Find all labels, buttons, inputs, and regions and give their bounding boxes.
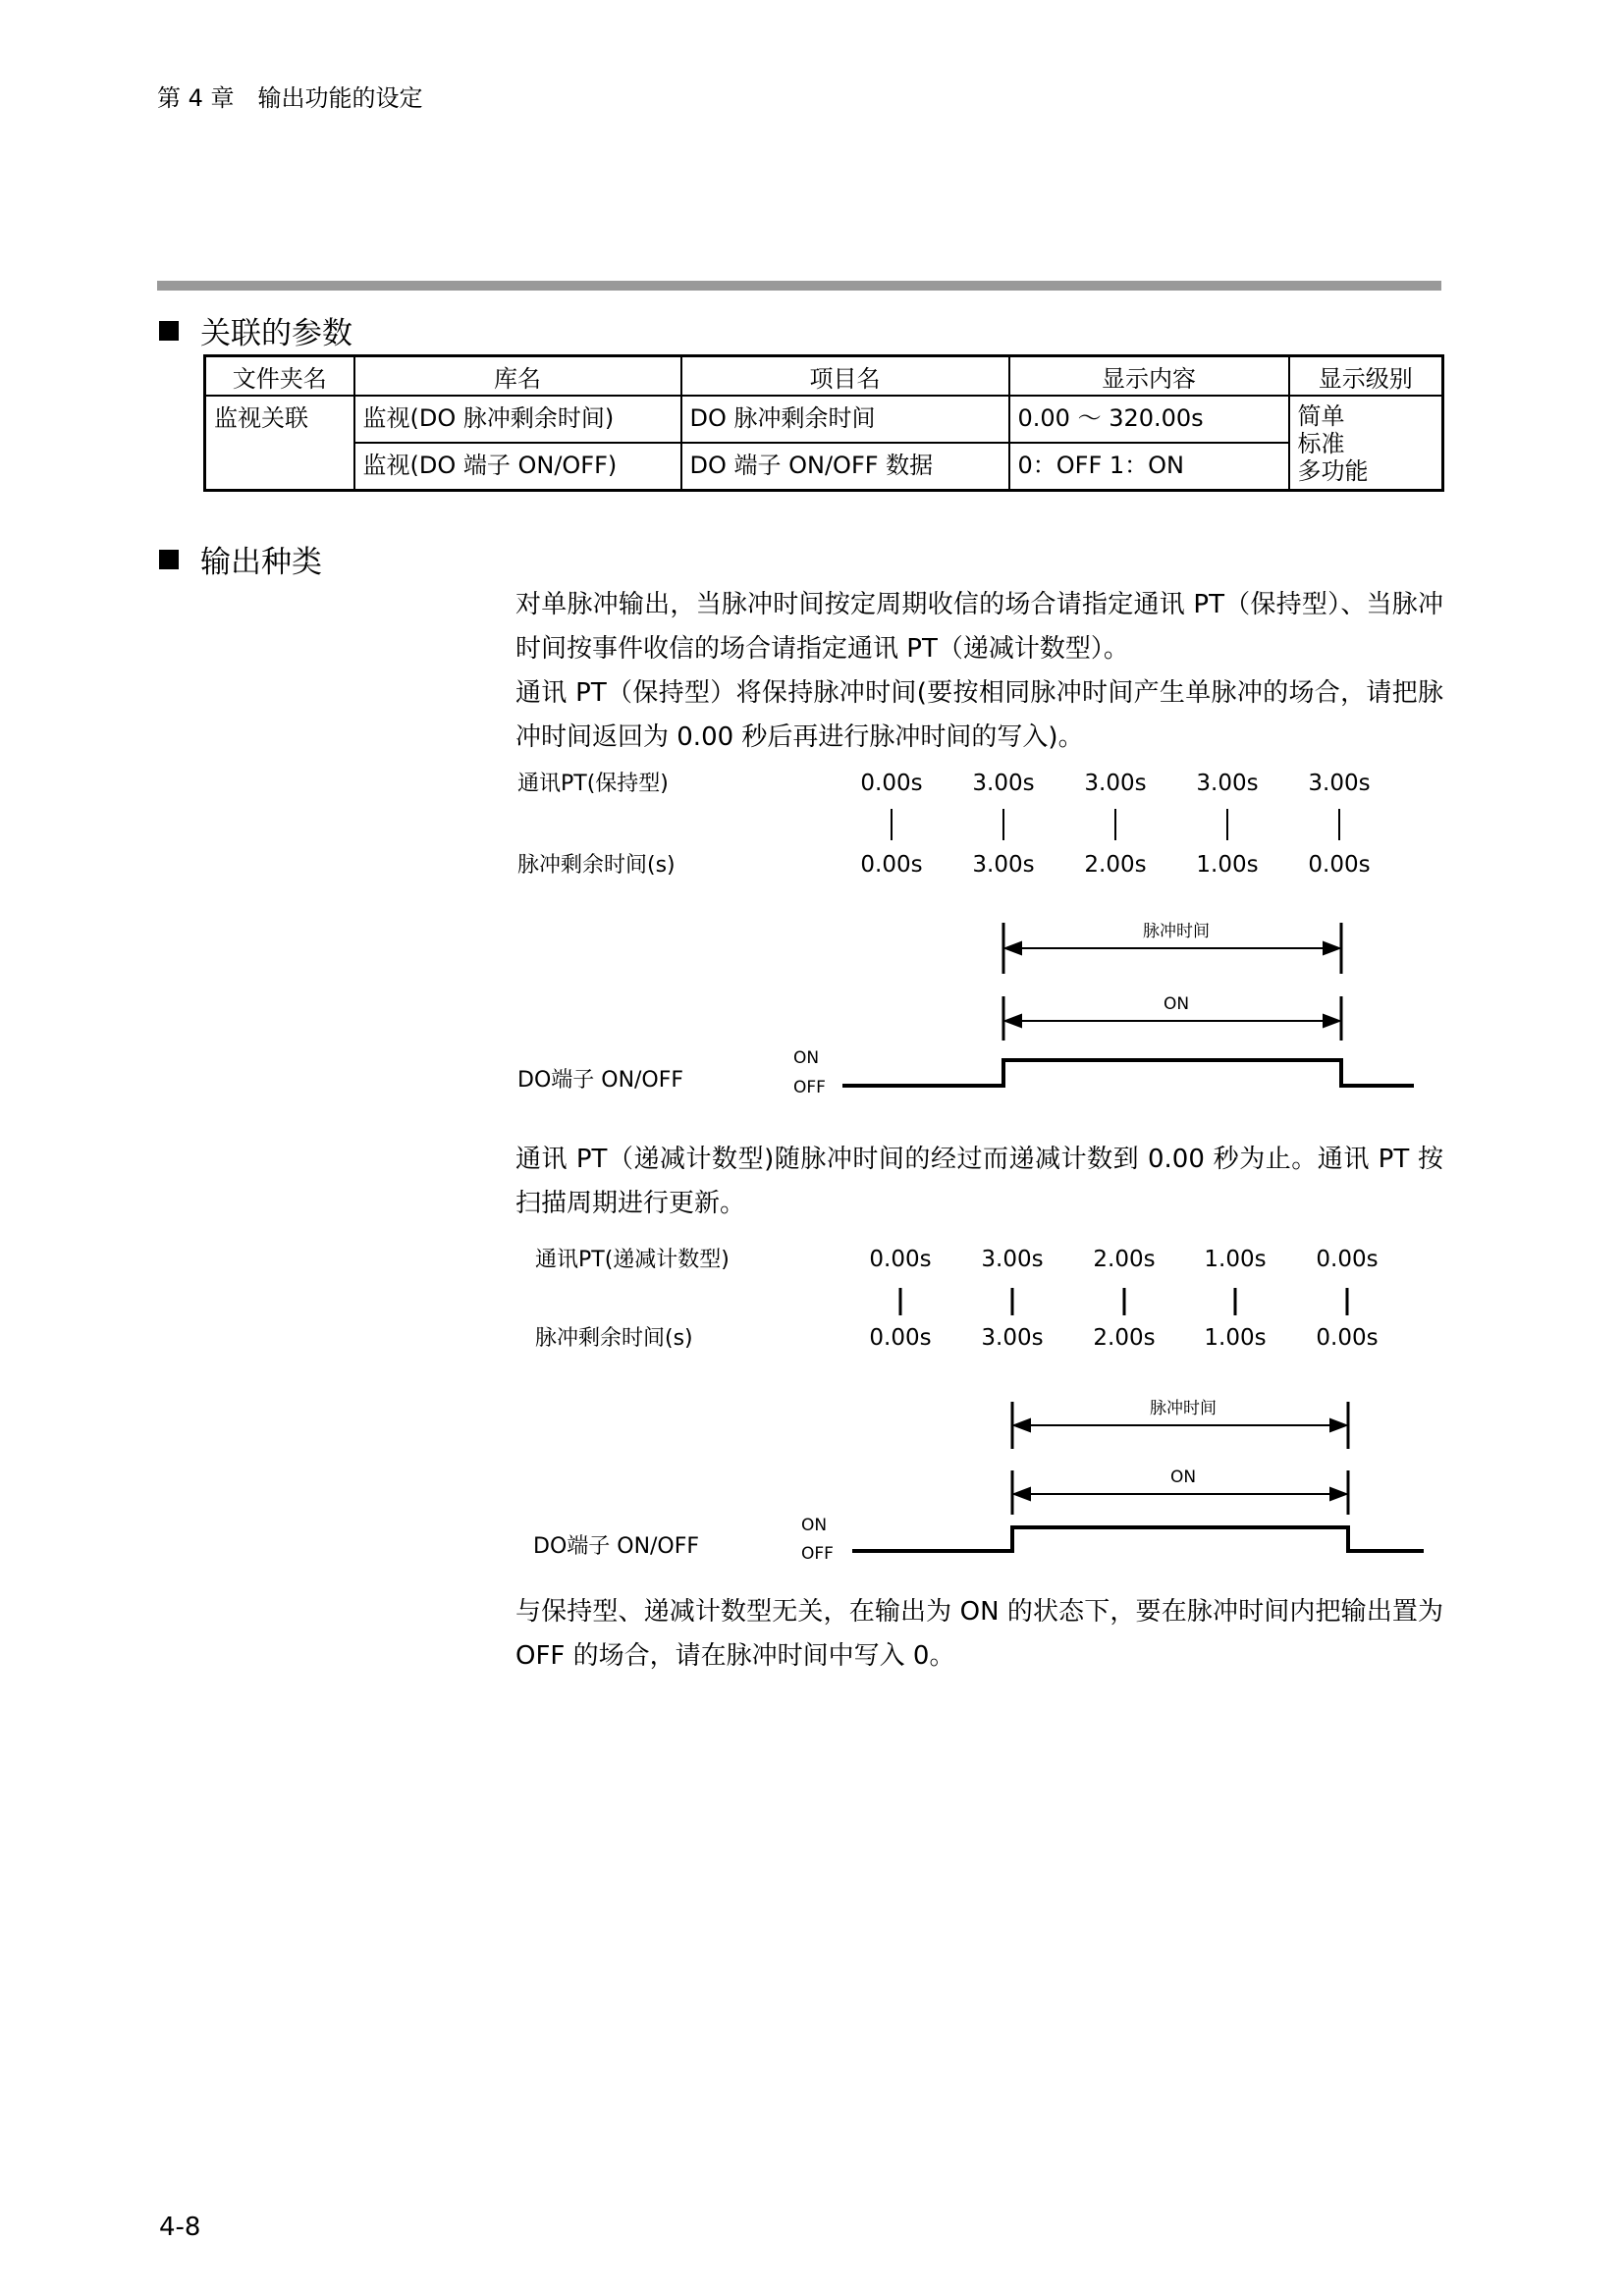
row1-label: 通讯PT(保持型) [517,772,669,796]
pulse-time-label: 脉冲时间 [1143,922,1210,941]
cell-content: 0：OFF 1：ON [1009,443,1289,491]
level-simple: 简单 [1297,402,1345,430]
row2-value: 0.00s [860,852,923,878]
row2-value: 0.00s [869,1325,932,1351]
table-row [205,396,1443,443]
on-duration-arrow [1005,1015,1339,1027]
intro-text [515,583,1443,760]
tick-marks [900,1288,1347,1315]
square-bullet-icon [159,550,179,569]
cell-item: DO 端子 ON/OFF 数据 [681,443,1009,491]
col-header-folder: 文件夹名 [205,356,354,397]
row2-value: 1.00s [1196,852,1259,878]
level-on-label: ON [801,1516,828,1535]
col-header-item: 项目名 [681,356,1009,397]
middle-text [515,1138,1443,1226]
row2-value: 2.00s [1093,1325,1156,1351]
level-standard: 标准 [1297,430,1345,457]
row1-value: 0.00s [869,1247,932,1272]
level-off-label: OFF [801,1544,834,1564]
row1-value: 0.00s [860,771,923,796]
middle-paragraph: 通讯 PT（递减计数型)随脉冲时间的经过而递减计数到 0.00 秒为止。通讯 PT 按扫描周期进行更新。 [515,1145,1443,1218]
row1-value: 3.00s [1308,771,1371,796]
row2-value: 3.00s [972,852,1035,878]
pulse-time-arrow [1014,1419,1346,1431]
row2-value: 2.00s [1084,852,1147,878]
col-header-library: 库名 [354,356,681,397]
cell-library: 监视(DO 脉冲剩余时间) [354,396,681,443]
section-rule [157,281,1441,291]
row1-label: 通讯PT(递减计数型) [535,1248,730,1272]
pulse-time-arrow [1005,942,1339,954]
section-output [159,537,322,581]
on-duration-label: ON [1169,1468,1197,1487]
on-duration-arrow [1014,1488,1346,1500]
section-params [159,308,352,352]
table-row [205,443,1443,491]
params-table [203,354,1444,492]
on-duration-label: ON [1163,994,1190,1014]
timing-diagram-hold [0,756,1624,1109]
col-header-level: 显示级别 [1289,356,1443,397]
section-output-title: 输出种类 [200,545,322,580]
col-header-content: 显示内容 [1009,356,1289,397]
pulse-time-label: 脉冲时间 [1150,1399,1217,1418]
level-off-label: OFF [793,1078,826,1097]
row1-value: 3.00s [1084,771,1147,796]
row2-label: 脉冲剩余时间(s) [517,853,676,878]
row1-value: 0.00s [1316,1247,1379,1272]
intro-paragraph-1: 对单脉冲输出，当脉冲时间按定周期收信的场合请指定通讯 PT（保持型）、当脉冲时间按事件收信的场合请指定通讯 PT（递减计数型）。 [515,590,1443,664]
row2-value: 0.00s [1316,1325,1379,1351]
level-on-label: ON [793,1048,820,1068]
row1-value: 1.00s [1204,1247,1267,1272]
do-waveform [842,1060,1414,1086]
do-terminal-label: DO端子 ON/OFF [517,1068,684,1093]
page-number: 4-8 [159,2213,201,2242]
tick-marks [892,809,1339,840]
row1-value: 3.00s [1196,771,1259,796]
cell-content: 0.00 ～ 320.00s [1009,396,1289,443]
cell-level [1289,396,1443,491]
pulse-brackets [1012,1402,1348,1515]
section-params-title: 关联的参数 [200,316,352,351]
do-waveform [852,1527,1424,1551]
row2-value: 1.00s [1204,1325,1267,1351]
do-terminal-label: DO端子 ON/OFF [533,1534,700,1559]
cell-item: DO 脉冲剩余时间 [681,396,1009,443]
row1-value: 2.00s [1093,1247,1156,1272]
cell-library: 监视(DO 端子 ON/OFF) [354,443,681,491]
outro-paragraph: 与保持型、递减计数型无关，在输出为 ON 的状态下，要在脉冲时间内把输出置为 OFF 的场合，请在脉冲时间中写入 0。 [515,1597,1443,1671]
row1-value: 3.00s [981,1247,1044,1272]
chapter-header: 第 4 章 输出功能的设定 [157,84,423,112]
table-header-row [205,356,1443,397]
level-multi: 多功能 [1297,457,1369,485]
row2-value: 0.00s [1308,852,1371,878]
intro-paragraph-2: 通讯 PT（保持型）将保持脉冲时间(要按相同脉冲时间产生单脉冲的场合，请把脉冲时间返回为 0.00 秒后再进行脉冲时间的写入)。 [515,678,1443,752]
row2-value: 3.00s [981,1325,1044,1351]
timing-diagram-countdown [0,1235,1624,1588]
square-bullet-icon [159,321,179,341]
cell-folder: 监视关联 [205,396,354,491]
row2-label: 脉冲剩余时间(s) [535,1326,693,1351]
outro-text [515,1590,1443,1679]
row1-value: 3.00s [972,771,1035,796]
